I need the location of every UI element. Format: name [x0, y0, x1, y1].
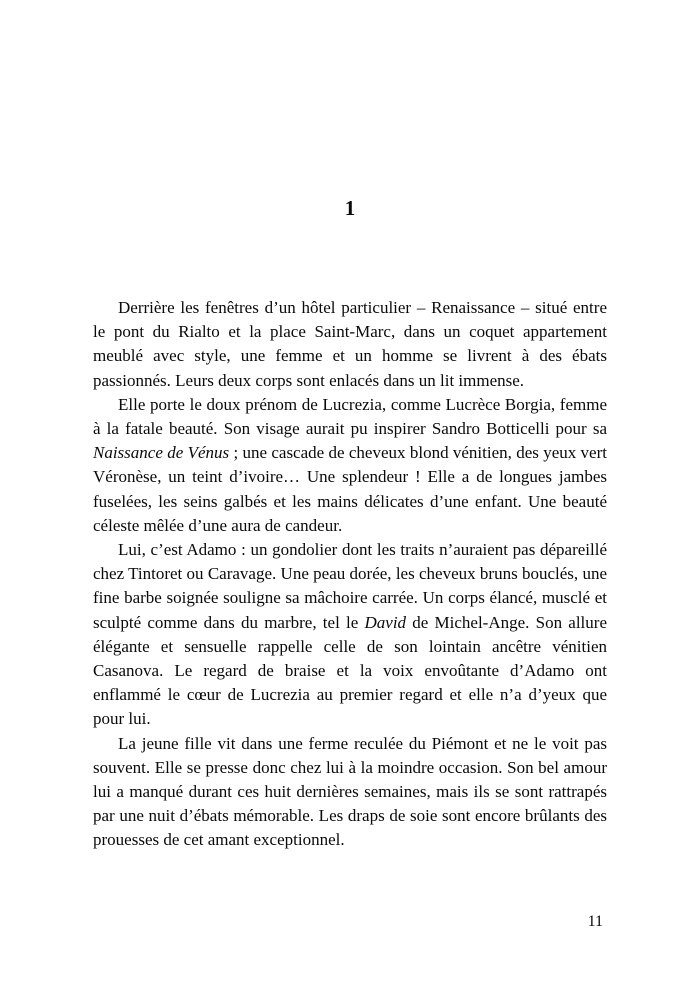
chapter-number: 1 [344, 196, 356, 220]
text-run: Derrière les fenêtres d’un hôtel particulier – Renaissance – situé entre le pont du Rialto et la place Saint-Marc, dans un coquet appartement meublé avec style, une femme et un homme se livrent à des ébats passionnés. Leurs deux corps sont enlacés dans un lit immense. [93, 298, 607, 390]
paragraph [93, 732, 607, 853]
text-run: David [364, 612, 407, 632]
paragraph [93, 296, 607, 393]
text-run: Naissance de Vénus [93, 443, 230, 463]
paragraph [93, 538, 607, 732]
text-run: Elle porte le doux prénom de Lucrezia, comme Lucrèce Borgia, femme à la fatale beauté. Son visage aurait pu inspirer Sandro Botticelli pour sa [93, 394, 607, 439]
text-run: La jeune fille vit dans une ferme reculée du Piémont et ne le voit pas souvent. Elle se presse donc chez lui à la moindre occasion. Son bel amour lui a manqué durant ces huit dernières semaines, mais ils se sont rattrapés par une nuit d’ébats mémorable. Les draps de soie sont encore brûlants des prouesses de cet amant exceptionnel. [93, 733, 607, 850]
text-run: ; une cascade de cheveux blond vénitien, des yeux vert Véronèse, un teint d’ivoire… Une splendeur ! Elle a de longues jambes fuselées, les seins galbés et les mains délicates d’une enfant. Une beauté céleste mêlée d’une aura de candeur. [93, 443, 607, 535]
text-run: de Michel-Ange. Son allure élégante et sensuelle rappelle celle de son lointain ancêtre vénitien Casanova. Le regard de braise et la voix envoûtante d’Adamo ont enflammé le cœur de Lucrezia au premier regard et elle n’a d’yeux que pour lui. [93, 612, 607, 729]
text-run: Lui, c’est Adamo : un gondolier dont les traits n’auraient pas dépareillé chez Tintoret ou Caravage. Une peau dorée, les cheveux bruns bouclés, une fine barbe soignée souligne sa mâchoire carrée. Un corps élancé, musclé et sculpté comme dans du marbre, tel le [93, 540, 607, 632]
paragraph [93, 393, 607, 538]
text-block [93, 296, 607, 853]
page-number: 11 [587, 913, 603, 930]
